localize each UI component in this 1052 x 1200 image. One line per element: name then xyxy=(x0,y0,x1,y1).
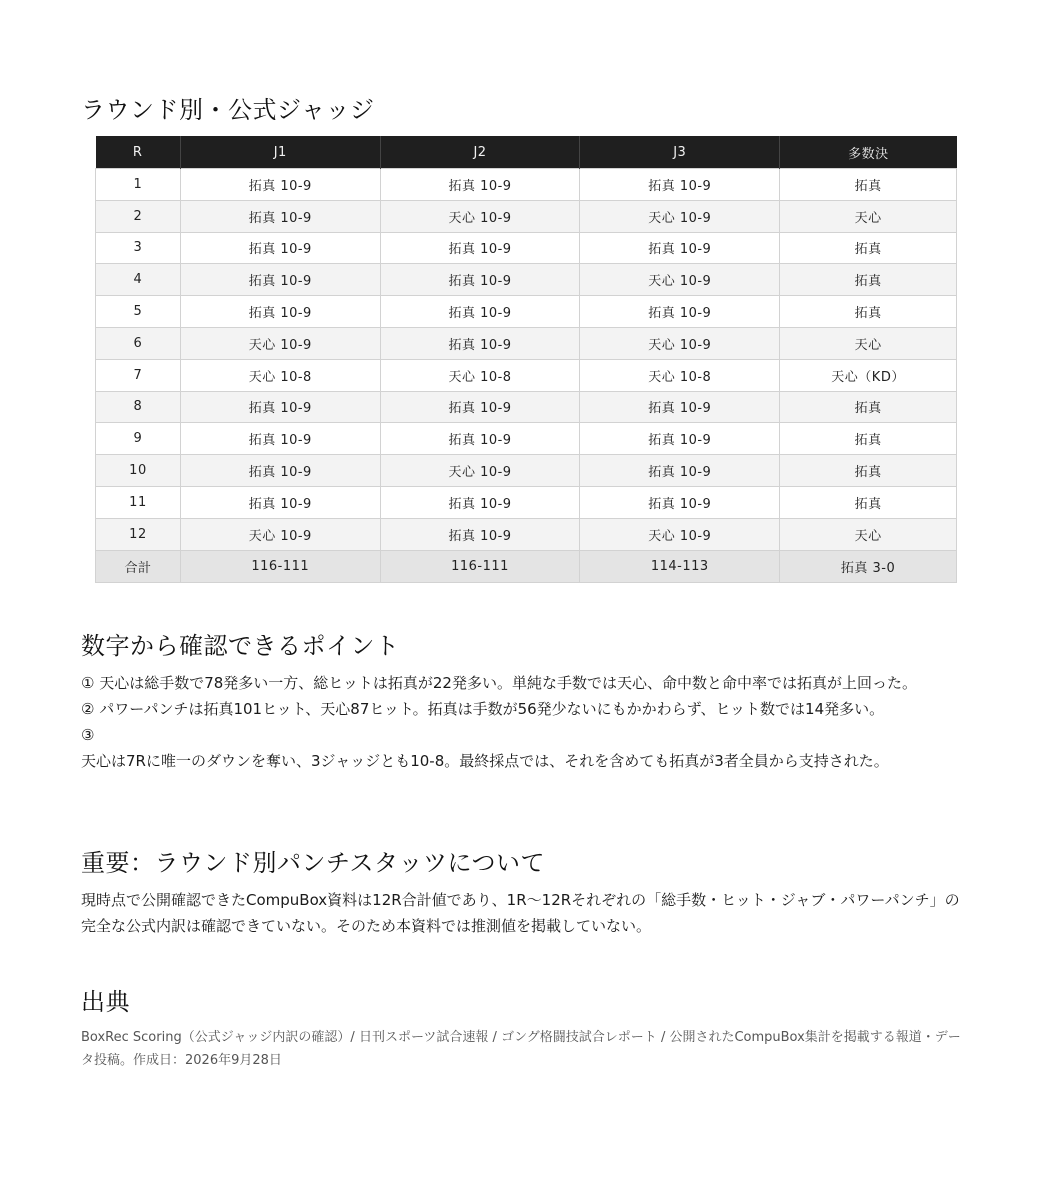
cell-j2: 拓真 10-9 xyxy=(380,232,580,264)
cell-j1: 拓真 10-9 xyxy=(180,486,380,518)
cell-j1: 拓真 10-9 xyxy=(180,296,380,328)
cell-j3: 天心 10-9 xyxy=(580,518,780,550)
cell-j3: 拓真 10-9 xyxy=(580,455,780,487)
cell-j3: 天心 10-9 xyxy=(580,327,780,359)
cell-j3: 拓真 10-9 xyxy=(580,296,780,328)
cell-majority: 拓真 xyxy=(780,423,957,455)
cell-j2: 拓真 10-9 xyxy=(380,327,580,359)
table-row xyxy=(96,296,957,328)
header-judge-1: J1 xyxy=(180,136,380,169)
table-row xyxy=(96,169,957,201)
cell-majority: 天心 xyxy=(780,518,957,550)
cell-j3: 天心 10-9 xyxy=(580,200,780,232)
important-text: 現時点で公開確認できたCompuBox資料は12R合計値であり、1R～12Rそれぞれの「総手数・ヒット・ジャブ・パワーパンチ」の完全な公式内訳は確認できていない。そのため本資料では推測値を掲載していない。 xyxy=(81,891,960,935)
cell-j1: 拓真 10-9 xyxy=(180,200,380,232)
cell-majority: 拓真 xyxy=(780,486,957,518)
cell-j2: 拓真 10-9 xyxy=(380,391,580,423)
total-j1: 116-111 xyxy=(180,550,380,582)
cell-majority: 天心 xyxy=(780,327,957,359)
cell-majority: 拓真 xyxy=(780,296,957,328)
cell-round: 2 xyxy=(96,200,181,232)
cell-majority: 天心（KD） xyxy=(780,359,957,391)
point-2: ② パワーパンチは拓真101ヒット、天心87ヒット。拓真は手数が56発少ないにもかかわらず、ヒット数では14発多い。 xyxy=(81,700,885,718)
table-row xyxy=(96,423,957,455)
important-heading: 重要：ラウンド別パンチスタッツについて xyxy=(81,849,546,877)
cell-round: 10 xyxy=(96,455,181,487)
cell-j2: 拓真 10-9 xyxy=(380,296,580,328)
cell-j1: 天心 10-9 xyxy=(180,518,380,550)
cell-round: 6 xyxy=(96,327,181,359)
cell-j2: 拓真 10-9 xyxy=(380,169,580,201)
table-header-row xyxy=(96,136,957,169)
points-heading: 数字から確認できるポイント xyxy=(81,632,400,660)
header-judge-3: J3 xyxy=(580,136,780,169)
cell-round: 7 xyxy=(96,359,181,391)
header-round: R xyxy=(96,136,181,169)
cell-round: 8 xyxy=(96,391,181,423)
cell-j3: 拓真 10-9 xyxy=(580,169,780,201)
cell-majority: 天心 xyxy=(780,200,957,232)
table-row xyxy=(96,391,957,423)
cell-j1: 拓真 10-9 xyxy=(180,391,380,423)
cell-j1: 拓真 10-9 xyxy=(180,264,380,296)
table-row xyxy=(96,327,957,359)
cell-round: 9 xyxy=(96,423,181,455)
point-3: 天心は7Rに唯一のダウンを奪い、3ジャッジとも10-8。最終採点では、それを含めても拓真が3者全員から支持された。 xyxy=(81,752,889,770)
cell-j1: 拓真 10-9 xyxy=(180,232,380,264)
source-text: BoxRec Scoring（公式ジャッジ内訳の確認）/ 日刊スポーツ試合速報 / ゴング格闘技試合レポート / 公開されたCompuBox集計を掲載する報道・データ投稿。作成日：2026年9月28日 xyxy=(81,1030,961,1068)
table-row xyxy=(96,232,957,264)
cell-j3: 天心 10-9 xyxy=(580,264,780,296)
cell-round: 4 xyxy=(96,264,181,296)
cell-majority: 拓真 xyxy=(780,264,957,296)
table-row xyxy=(96,200,957,232)
cell-j1: 拓真 10-9 xyxy=(180,169,380,201)
cell-j2: 拓真 10-9 xyxy=(380,264,580,296)
cell-round: 12 xyxy=(96,518,181,550)
table-row xyxy=(96,455,957,487)
round-scores-table xyxy=(95,136,957,583)
cell-round: 1 xyxy=(96,169,181,201)
table-row xyxy=(96,264,957,296)
total-j3: 114-113 xyxy=(580,550,780,582)
cell-j2: 天心 10-9 xyxy=(380,200,580,232)
total-majority: 拓真 3-0 xyxy=(780,550,957,582)
total-label: 合計 xyxy=(96,550,181,582)
header-judge-2: J2 xyxy=(380,136,580,169)
table-total-row xyxy=(96,550,957,582)
cell-majority: 拓真 xyxy=(780,391,957,423)
cell-majority: 拓真 xyxy=(780,169,957,201)
cell-j3: 天心 10-8 xyxy=(580,359,780,391)
table-row xyxy=(96,359,957,391)
cell-j2: 天心 10-8 xyxy=(380,359,580,391)
total-j2: 116-111 xyxy=(380,550,580,582)
point-3-marker: ③ xyxy=(81,726,95,744)
cell-j1: 拓真 10-9 xyxy=(180,455,380,487)
cell-j1: 拓真 10-9 xyxy=(180,423,380,455)
cell-j3: 拓真 10-9 xyxy=(580,232,780,264)
table-row xyxy=(96,518,957,550)
point-1: ① 天心は総手数で78発多い一方、総ヒットは拓真が22発多い。単純な手数では天心、命中数と命中率では拓真が上回った。 xyxy=(81,674,917,692)
cell-j3: 拓真 10-9 xyxy=(580,423,780,455)
cell-majority: 拓真 xyxy=(780,232,957,264)
cell-j2: 拓真 10-9 xyxy=(380,423,580,455)
cell-j1: 天心 10-9 xyxy=(180,327,380,359)
cell-round: 3 xyxy=(96,232,181,264)
cell-j3: 拓真 10-9 xyxy=(580,391,780,423)
table-row xyxy=(96,486,957,518)
cell-j1: 天心 10-8 xyxy=(180,359,380,391)
cell-j3: 拓真 10-9 xyxy=(580,486,780,518)
cell-j2: 拓真 10-9 xyxy=(380,518,580,550)
cell-j2: 天心 10-9 xyxy=(380,455,580,487)
header-majority: 多数決 xyxy=(780,136,957,169)
cell-round: 11 xyxy=(96,486,181,518)
cell-round: 5 xyxy=(96,296,181,328)
source-heading: 出典 xyxy=(81,988,130,1016)
points-list xyxy=(81,670,971,774)
cell-majority: 拓真 xyxy=(780,455,957,487)
cell-j2: 拓真 10-9 xyxy=(380,486,580,518)
round-judges-heading: ラウンド別・公式ジャッジ xyxy=(81,96,375,124)
